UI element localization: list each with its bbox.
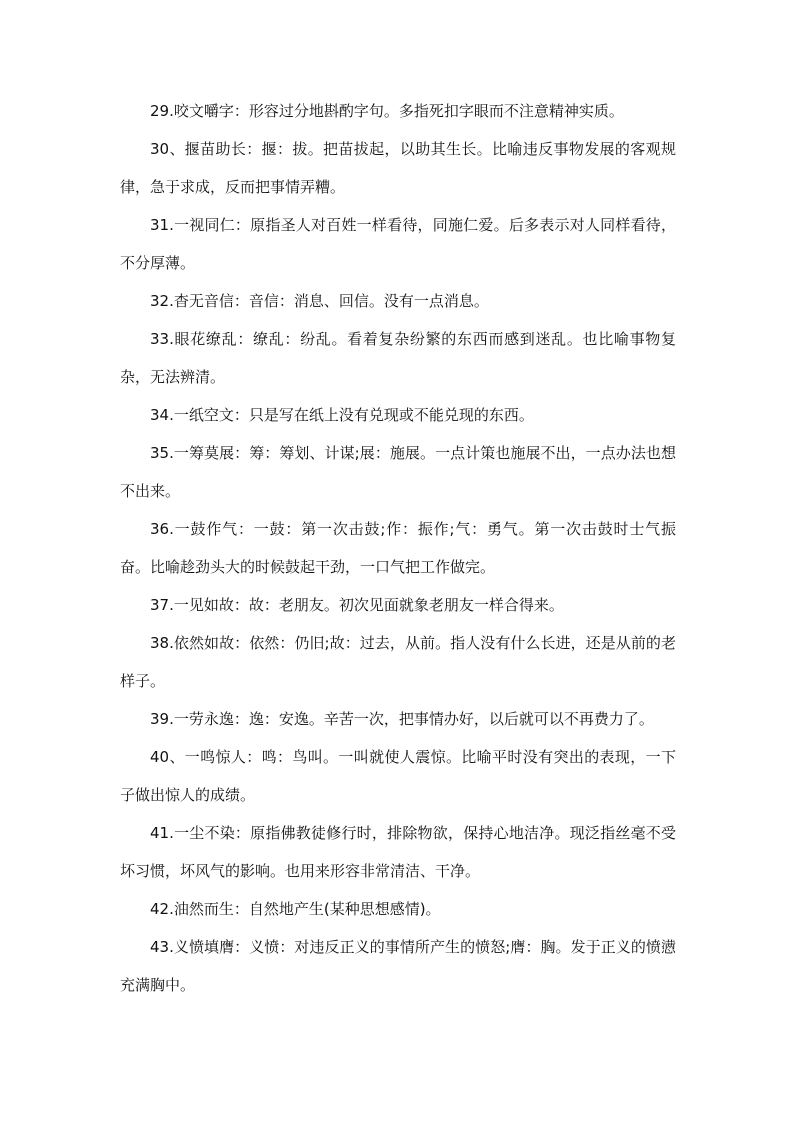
idiom-entry-36: 36.一鼓作气：一鼓：第一次击鼓;作：振作;气：勇气。第一次击鼓时士气振奋。比喻趁劲头大的时候鼓起干劲，一口气把工作做完。 (120, 520, 676, 576)
idiom-entry-37: 37.一见如故：故：老朋友。初次见面就象老朋友一样合得来。 (150, 596, 564, 614)
idiom-entry-32: 32.杳无音信：音信：消息、回信。没有一点消息。 (150, 292, 489, 310)
idiom-entry-42: 42.油然而生：自然地产生(某种思想感情)。 (150, 900, 441, 918)
idiom-entry-40: 40、一鸣惊人：鸣：鸟叫。一叫就使人震惊。比喻平时没有突出的表现，一下子做出惊人的成绩。 (120, 748, 676, 804)
idiom-entry-35: 35.一筹莫展：筹：筹划、计谋;展：施展。一点计策也施展不出，一点办法也想不出来。 (120, 444, 676, 500)
idiom-entry-38: 38.依然如故：依然：仍旧;故：过去，从前。指人没有什么长进，还是从前的老样子。 (120, 634, 676, 690)
idiom-entry-41: 41.一尘不染：原指佛教徒修行时，排除物欲，保持心地洁净。现泛指丝毫不受坏习惯，坏风气的影响。也用来形容非常清洁、干净。 (120, 824, 676, 880)
idiom-entry-34: 34.一纸空文：只是写在纸上没有兑现或不能兑现的东西。 (150, 406, 534, 424)
idiom-entry-33: 33.眼花缭乱：缭乱：纷乱。看着复杂纷繁的东西而感到迷乱。也比喻事物复杂，无法辨清。 (120, 330, 676, 386)
idiom-list (120, 92, 676, 1004)
idiom-entry-30: 30、揠苗助长：揠：拔。把苗拔起，以助其生长。比喻违反事物发展的客观规律，急于求成，反而把事情弄糟。 (120, 140, 676, 196)
idiom-entry-39: 39.一劳永逸：逸：安逸。辛苦一次，把事情办好，以后就可以不再费力了。 (150, 710, 654, 728)
idiom-entry-29: 29.咬文嚼字：形容过分地斟酌字句。多指死扣字眼而不注意精神实质。 (150, 102, 624, 120)
idiom-entry-31: 31.一视同仁：原指圣人对百姓一样看待，同施仁爱。后多表示对人同样看待，不分厚薄。 (120, 216, 676, 272)
idiom-entry-43: 43.义愤填膺：义愤：对违反正义的事情所产生的愤怒;膺：胸。发于正义的愤懑充满胸中。 (120, 938, 676, 994)
